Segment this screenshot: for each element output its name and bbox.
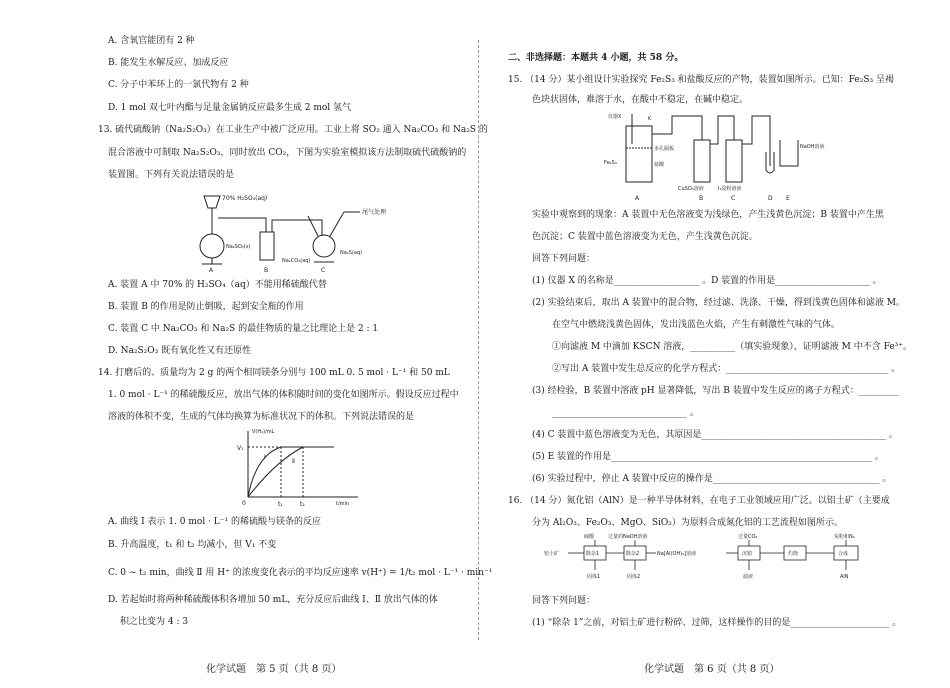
q15-label-c: C (731, 195, 736, 202)
flow-reagent-1: 硫酸 (584, 534, 595, 540)
q15-e-label: NaOH溶液 (800, 144, 825, 150)
flow-step-3: 沉铝 (742, 551, 753, 557)
flow-reagent-4: 炭粉和N₂ (834, 534, 855, 540)
flow-step-1: 除杂1 (586, 551, 600, 557)
q15-question-2: (2) 实验结束后，取出 A 装置中的混合物，经过滤、洗涤、干燥，得到浅黄色固体和滤液 M。 (532, 298, 905, 308)
q14-stem-line: 1. 0 mol · L⁻¹ 的稀硫酸反应，放出气体的体积随时间的变化如图所示。假设反应过程中 (108, 390, 459, 400)
q15-label-e: E (786, 195, 790, 202)
q14-origin-label: 0 (242, 500, 246, 507)
q14-t1-label: t₁ (278, 501, 283, 508)
q16-question-1: (1) “除杂 1”之前，对铝土矿进行粉碎、过筛，这样操作的目的是______________________ 。 (532, 618, 902, 628)
q15-c-label: I₂淀粉溶液 (718, 186, 742, 192)
q12-option-a: A. 含氧官能团有 2 种 (108, 36, 195, 46)
q15-body-line: 实验中观察到的现象：A 装置中无色溶液变为浅绿色，产生浅黄色沉淀；B 装置中产生黑 (532, 210, 884, 220)
flow-raw: 铝土矿 (544, 551, 560, 557)
q15-acid-label: 盐酸 (654, 162, 665, 168)
q14-t2-label: t₂ (300, 501, 305, 508)
q14-option-d-cont: 积之比变为 4 : 3 (120, 617, 189, 627)
flow-step-4: 灼烧 (788, 551, 799, 557)
q13-stem-line: 混合溶液中可制取 Na₂S₂O₃，同时放出 CO₂，下图为实验室模拟该方法制取硫代硫酸钠的 (108, 148, 467, 158)
q15-label-a: A (635, 195, 640, 202)
flow-mid: Na[Al(OH)₄]溶液 (657, 551, 697, 557)
flow-out-1: 固体1 (587, 574, 601, 580)
q15-apparatus-figure (602, 110, 842, 202)
q16-flow-chart (544, 532, 894, 588)
q13-label-a: A (209, 267, 214, 274)
q15-k-label: K (648, 116, 652, 122)
q13-flask-label: Na₂SO₃(s) (226, 244, 251, 250)
q15-label-b: B (699, 195, 704, 202)
q13-acid-label: 70% H₂SO₄(aq) (222, 195, 268, 202)
q14-option-d: D. 若起始时将两种稀硫酸体积各增加 50 mL，充分反应后曲线 Ⅰ、Ⅱ 放出气体的体 (108, 595, 438, 605)
q15-solid-label: Fe₂S₃ (604, 160, 617, 166)
q15-body-line: 色沉淀；C 装置中蓝色溶液变为无色，产生浅黄色沉淀。 (532, 232, 758, 242)
flow-reagent-2: 过量的NaOH溶液 (608, 534, 648, 540)
q15-question-3: (3) 经检验，B 装置中溶液 pH 显著降低，写出 B 装置中发生反应的离子方程式：_________ (532, 386, 900, 396)
q14-y-label: V(H₂)/mL (252, 429, 275, 435)
q13-option-d: D. Na₂S₂O₃ 既有氧化性又有还原性 (108, 346, 252, 356)
left-column (60, 0, 493, 688)
q15-stem-line: 色块状固体，难溶于水，在酸中不稳定，在碱中稳定。 (532, 95, 749, 105)
q15-question-4: (4) C 装置中蓝色溶液变为无色，其原因是_________________________________________ 。 (532, 430, 898, 440)
flow-out-3: 滤液 (743, 574, 754, 580)
flow-step-5: 合成 (838, 551, 849, 557)
q12-option-c: C. 分子中苯环上的一氯代物有 2 种 (108, 80, 249, 90)
q14-stem-line: 14. 打磨后的、质量均为 2 g 的两个相同镁条分别与 100 mL 0. 5 mol · L⁻¹ 和 50 mL (98, 368, 450, 378)
q13-label-b: B (264, 267, 269, 274)
q13-stem-line: 13. 硫代硫酸钠（Na₂S₂O₃）在工业生产中被广泛应用。工业上将 SO₂ 通入 Na₂CO₃ 和 Na₂S 的 (98, 125, 488, 135)
curve-2 (248, 447, 303, 497)
q16-body-line: 回答下列问题： (532, 596, 596, 606)
q13-tail-label: 尾气处理 (362, 209, 387, 216)
q13-c-right-label: Na₂S(aq) (340, 250, 363, 256)
apparatus-a (626, 126, 652, 182)
flow-reagent-3: 过量CO₂ (738, 534, 758, 540)
q16-stem-line: 分为 Al₂O₃、Fe₂O₃、MgO、SiO₂）为原料合成氮化铝的工艺流程如图所示。 (532, 518, 843, 528)
q14-v1-label: V₁ (237, 445, 244, 452)
q15-b-label: CuSO₄溶液 (678, 186, 704, 192)
q15-question-6: (6) 实验过程中，停止 A 装置中反应的操作是_____________________________________ 。 (532, 474, 892, 484)
bottle-b (260, 232, 274, 260)
flask-c (313, 235, 335, 257)
q15-stem-line: 15. （14 分）某小组设计实验探究 Fe₂S₃ 和盐酸反应的产物，装置如图所示。已知：Fe₂S₃ 呈褐 (508, 75, 894, 85)
q14-x-label: t/min (336, 501, 350, 507)
bottle-b (694, 140, 710, 182)
flask-a (200, 234, 224, 258)
section-title: 二、非选择题：本题共 4 小题，共 58 分。 (508, 53, 684, 63)
right-column (504, 0, 913, 688)
q13-c-left-label: Na₂CO₃(aq) (282, 258, 311, 264)
q14-stem-line: 溶液的体积不变，生成的气体均换算为标准状况下的体积。下列说法错误的是 (108, 412, 415, 422)
q15-question-3-cont: ______________________________ 。 (552, 408, 699, 418)
q15-question-2-cont: 在空气中燃烧浅黄色固体，发出浅蓝色火焰，产生有刺激性气味的气体。 (552, 320, 841, 330)
q15-plate-label: 多孔隔板 (654, 146, 675, 152)
flow-out-2: 固体2 (627, 574, 641, 580)
q13-option-b: B. 装置 B 的作用是防止倒吸，起到安全瓶的作用 (108, 302, 304, 312)
q14-curve2-label: Ⅱ (292, 458, 295, 465)
q15-question-1: (1) 仪器 X 的名称是___________________ 。D 装置的作用是_____________________ 。 (532, 276, 882, 286)
q14-option-b: B. 升高温度，t₁ 和 t₂ 均减小，但 V₁ 不变 (108, 540, 277, 550)
footer-page-5: 化学试题 第 5 页（共 8 页） (206, 664, 342, 675)
q12-option-b: B. 能发生水解反应、加成反应 (108, 58, 229, 68)
q15-x-label: 仪器X (608, 114, 622, 120)
q14-volume-time-graph (236, 425, 366, 509)
q13-apparatus-figure (194, 190, 434, 274)
dropping-funnel (204, 196, 220, 208)
q13-label-c: C (321, 267, 326, 274)
q13-option-a: A. 装置 A 中 70% 的 H₂SO₄（aq）不能用稀硫酸代替 (108, 280, 327, 290)
q15-question-5: (5) E 装置的作用是__________________________________________________________ 。 (532, 452, 884, 462)
flow-step-2: 除杂2 (626, 551, 640, 557)
q12-option-d: D. 1 mol 双七叶内酯与足量金属钠反应最多生成 2 mol 氢气 (108, 103, 352, 113)
q15-question-2-2: ②写出 A 装置中发生总反应的化学方程式：____________________________________ 。 (552, 364, 901, 374)
footer-page-6: 化学试题 第 6 页（共 8 页） (644, 664, 780, 675)
q16-stem-line: 16. （14 分）氮化铝（AlN）是一种半导体材料，在电子工业领域应用广泛。以铝土矿（主要成 (508, 496, 890, 506)
q15-label-d: D (768, 195, 773, 202)
q14-curve1-label: Ⅰ (264, 454, 266, 461)
bottle-c (726, 140, 742, 182)
q15-question-2-1: ①向滤液 M 中滴加 KSCN 溶液，__________（填实验现象），证明滤液 M 中不含 Fe³⁺。 (552, 342, 913, 352)
q13-option-c: C. 装置 C 中 Na₂CO₃ 和 Na₂S 的最佳物质的量之比理论上是 2 : 1 (108, 324, 379, 334)
q15-body-line: 回答下列问题： (532, 254, 596, 264)
beaker-e (780, 140, 798, 166)
q14-option-a: A. 曲线 Ⅰ 表示 1. 0 mol · L⁻¹ 的稀硫酸与镁条的反应 (108, 517, 322, 527)
q13-stem-line: 装置图。下列有关说法错误的是 (108, 170, 235, 180)
q14-option-c: C. 0 ~ t₂ min，曲线 Ⅱ 用 H⁺ 的浓度变化表示的平均反应速率 v(H⁺) = 1/t₂ mol · L⁻¹ · min⁻¹ (108, 568, 493, 578)
flow-product: AlN (840, 574, 849, 580)
